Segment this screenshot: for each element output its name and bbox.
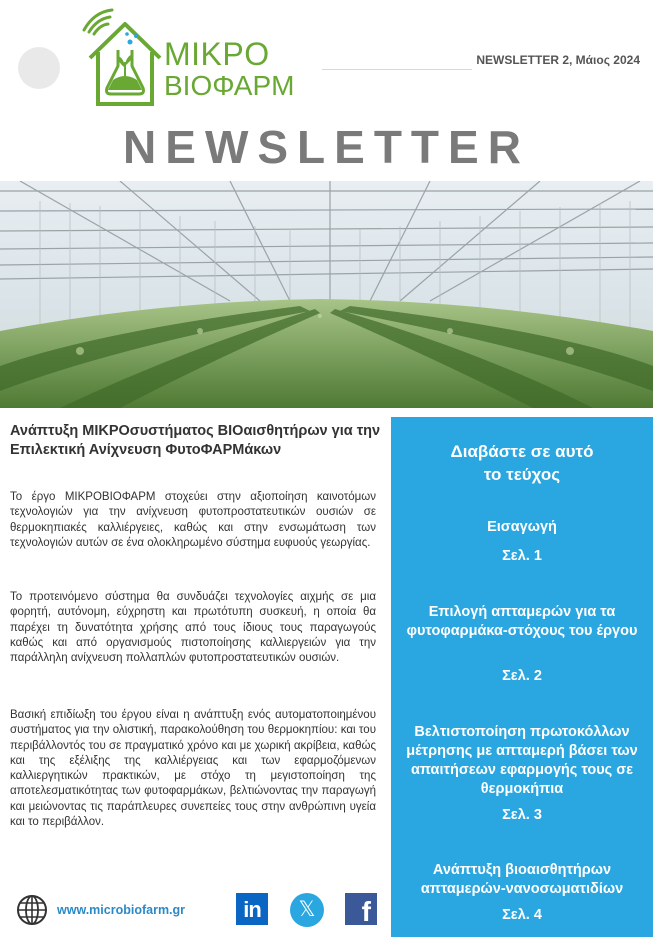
greenhouse-photo bbox=[0, 181, 653, 408]
linkedin-icon[interactable]: in bbox=[236, 893, 268, 925]
website-link[interactable]: www.microbiofarm.gr bbox=[57, 903, 186, 917]
toc-item-page: Σελ. 1 bbox=[502, 548, 542, 564]
sidebar-title bbox=[391, 441, 653, 487]
x-twitter-icon[interactable]: 𝕏 bbox=[290, 893, 324, 927]
article-paragraph-3: Βασική επιδίωξη του έργου είναι η ανάπτυξη ενός αυτοματοποιημένου συστήματος για την ολιστική, παρακολούθηση του θερμοκηπίου: και του περιβάλλοντός του σε πραγματικό χρόνο και με χωρική ακρίβεια, καθώς και της εξέλιξης της καλλιέργειας και των εφαρμοζόμενων καλλιεργητικών πρακτικών, με στόχο τη μεγιστοποίηση της αποτελεσματικότητας των φυτοφαρμάκων, βελτιώνοντας την παραγωγή και μειώνοντας τις παράπλευρες συνεπείες τους στην ανθρώπινη υγεία και το περιβάλλον. bbox=[10, 709, 376, 828]
decorative-line bbox=[322, 69, 472, 70]
newsletter-title: NEWSLETTER bbox=[123, 121, 530, 173]
article-headline: Ανάπτυξη ΜΙΚΡΟσυστήματος ΒΙΟαισθητήρων για την Επιλεκτική Ανίχνευση ΦυτοΦΑΡΜάκων bbox=[10, 423, 381, 458]
decorative-circle bbox=[18, 47, 60, 89]
toc-item-page: Σελ. 2 bbox=[502, 668, 542, 684]
logo-text-line-2: ΒΙΟΦΑΡΜ bbox=[164, 70, 295, 101]
article-paragraph-2: Το προτεινόμενο σύστημα θα συνδυάζει τεχνολογίες αιχμής σε μια φορητή, αυτόνομη, εύχρηστη και πρωτότυπη συσκευή, η οποία θα παρέχει τη δυνατότητα χρήσης από τους ίδιους τους παραγωγούς καθώς και από οργανισμούς πιστοποίησης καλλιεργειών για την παράλληλη ανίχνευση πολλαπλών φυτοπροστατευτικών ουσιών. bbox=[10, 591, 376, 665]
globe-icon[interactable] bbox=[16, 894, 48, 926]
sidebar-title-line-1: Διαβάστε σε αυτό bbox=[450, 442, 594, 461]
toc-item-label[interactable]: Ανάπτυξη βιοαισθητήρων απταμερών-νανοσωματιδίων bbox=[420, 862, 624, 897]
toc-item-label[interactable]: Εισαγωγή bbox=[487, 519, 557, 535]
toc-item-label[interactable]: Βελτιστοποίηση πρωτοκόλλων μέτρησης με απταμερή βάσει των απαιτήσεων εφαρμογής τους σε θερμοκήπια bbox=[406, 724, 638, 797]
article-paragraph-1: Το έργο ΜΙΚΡΟΒΙΟΦΑΡΜ στοχεύει στην αξιοποίηση καινοτόμων τεχνολογιών για την ανίχνευση φυτοπροστατευτικών ουσιών σε θερμοκηπιακές καλλιέργειες, καθώς και στην ενσωμάτωση των τεχνολογιών αυτών σε ένα ολοκληρωμένο σύστημα ευφυούς γεωργίας. bbox=[10, 491, 376, 549]
toc-item-page: Σελ. 4 bbox=[502, 907, 542, 923]
logo-text-line-1: ΜΙΚΡΟ bbox=[164, 36, 270, 72]
sidebar-title-line-2: το τεύχος bbox=[483, 464, 561, 484]
house-flask-wifi-icon bbox=[80, 6, 170, 110]
toc-item-page: Σελ. 3 bbox=[502, 807, 542, 823]
facebook-icon[interactable]: f bbox=[345, 893, 377, 925]
issue-label: NEWSLETTER 2, Μάιος 2024 bbox=[476, 53, 640, 67]
toc-item-label[interactable]: Επιλογή απταμερών για τα φυτοφαρμάκα-στόχους του έργου bbox=[406, 604, 638, 639]
in-this-issue-sidebar bbox=[391, 417, 653, 937]
logo bbox=[80, 6, 310, 110]
